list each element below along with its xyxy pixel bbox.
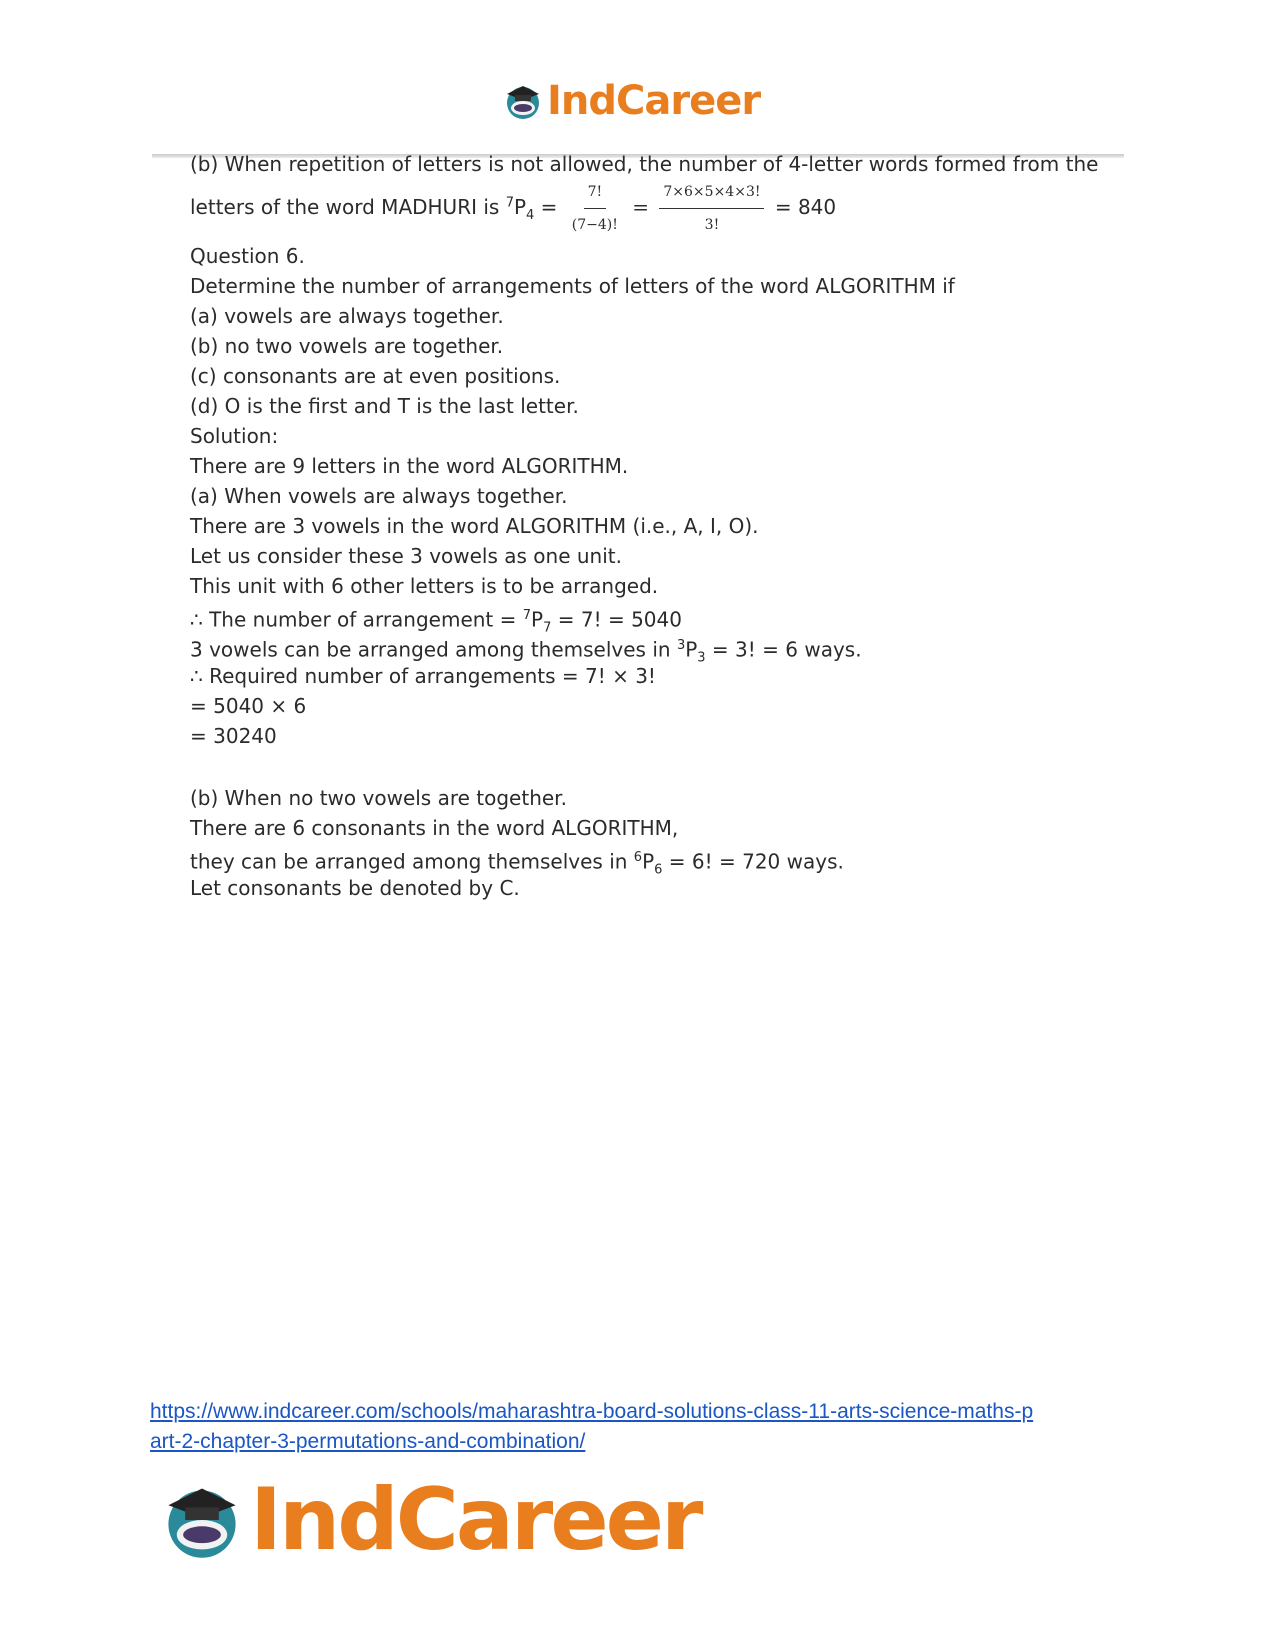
solution-line: (a) When vowels are always together. [190,484,568,508]
result: = 840 [768,195,837,219]
question-text: Determine the number of arrangements of letters of the word ALGORITHM if [190,274,955,298]
equals: = [534,195,564,219]
text: = 3! = 6 ways. [705,637,862,662]
source-link[interactable] [150,1397,1110,1457]
source-link-line2[interactable]: art-2-chapter-3-permutations-and-combination/ [150,1430,586,1453]
superscript: 7 [522,608,532,623]
equals: = [632,195,650,219]
fraction-2 [659,176,764,241]
fraction-denominator: 3! [704,217,720,233]
graduation-cap-globe-icon [160,1478,244,1562]
source-link-line1[interactable]: https://www.indcareer.com/schools/maharashtra-board-solutions-class-11-arts-science-maths-p [150,1400,1034,1423]
superscript: 6 [633,850,643,865]
prev-answer-text: letters of the word MADHURI is [190,195,506,219]
solution-line: Let consonants be denoted by C. [190,876,520,900]
footer-logo [160,1470,700,1570]
solution-line: ∴ Required number of arrangements = 7! × 3! [190,664,656,688]
fraction-numerator: 7! [584,176,607,209]
subscript: 7 [543,620,552,636]
text: 3 vowels can be arranged among themselves in [190,637,677,662]
solution-line: (b) When no two vowels are together. [190,786,567,810]
fraction-1 [568,176,622,241]
header-logo [503,78,760,124]
subscript: 6 [654,862,663,878]
question-part-c: (c) consonants are at even positions. [190,364,561,388]
logo-text: IndCareer [250,1470,701,1570]
solution-line: = 30240 [190,724,277,748]
superscript: 3 [676,638,686,653]
question-part-a: (a) vowels are always together. [190,304,504,328]
text: ∴ The number of arrangement = [190,607,523,632]
solution-line: There are 9 letters in the word ALGORITHM. [190,454,629,478]
prev-answer-line2 [190,176,836,241]
fraction-numerator: 7×6×5×4×3! [659,176,764,209]
question-part-d: (d) O is the first and T is the last letter. [190,394,579,418]
solution-line: There are 6 consonants in the word ALGORITHM, [190,816,679,840]
question-part-b: (b) no two vowels are together. [190,334,504,358]
text: = 7! = 5040 [551,607,682,632]
text: they can be arranged among themselves in [190,849,634,874]
logo-text: IndCareer [547,78,761,124]
prev-answer-line1: (b) When repetition of letters is not allowed, the number of 4-letter words formed from the [190,152,1099,176]
solution-line: Let us consider these 3 vowels as one unit. [190,544,622,568]
superscript: 7 [505,195,514,211]
permutation-symbol: P [642,849,655,874]
solution-line: = 5040 × 6 [190,694,307,718]
permutation-symbol: P [513,195,527,219]
question-title: Question 6. [190,244,305,268]
subscript: 4 [526,208,535,223]
permutation-symbol: P [531,607,544,632]
subscript: 3 [697,650,706,666]
permutation-symbol: P [685,637,698,662]
solution-line: There are 3 vowels in the word ALGORITHM (i.e., A, I, O). [190,514,759,538]
fraction-denominator: (7−4)! [571,217,618,233]
solution-heading: Solution: [190,424,279,448]
solution-line: This unit with 6 other letters is to be arranged. [190,574,659,598]
text: = 6! = 720 ways. [662,849,844,874]
graduation-cap-globe-icon [503,81,543,121]
